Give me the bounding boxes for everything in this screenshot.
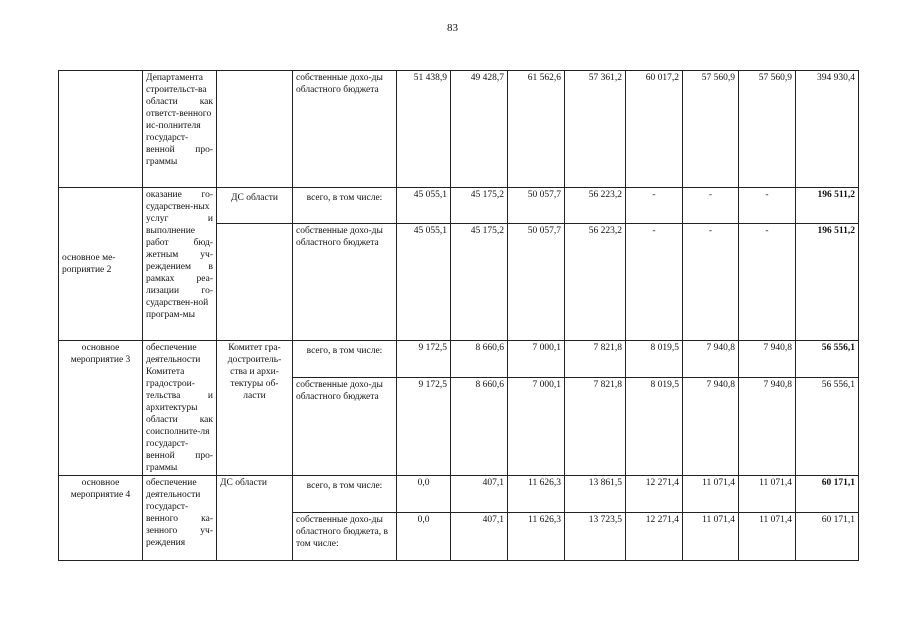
value-cell: 11 071,4: [739, 513, 796, 561]
value-cell: 11 071,4: [683, 476, 739, 513]
value-cell: -: [683, 188, 739, 224]
value-cell: 61 562,6: [508, 71, 565, 188]
value-cell: 12 271,4: [626, 476, 683, 513]
description-cell: обеспечение деятельности Комитета градострои-тельства и архитектуры области как соисполните-ля государст-венной про-граммы: [143, 341, 217, 476]
value-cell: 49 428,7: [451, 71, 508, 188]
value-cell: 57 560,9: [739, 71, 796, 188]
value-cell: 9 172,5: [397, 378, 451, 476]
total-cell: 394 930,4: [796, 71, 859, 188]
executor-cell: [217, 71, 293, 188]
total-cell: 56 556,1: [796, 341, 859, 378]
value-cell: 0,0: [397, 476, 451, 513]
funding-source-cell: собственные дохо-ды областного бюджета: [293, 378, 397, 476]
value-cell: 56 223,2: [565, 224, 626, 341]
funding-source-cell: всего, в том числе:: [293, 341, 397, 378]
funding-source-cell: всего, в том числе:: [293, 476, 397, 513]
description-cell: обеспечение деятельности государст-венного ка-зенного уч-реждения: [143, 476, 217, 561]
funding-source-cell: собственные дохо-ды областного бюджета: [293, 71, 397, 188]
value-cell: 45 055,1: [397, 224, 451, 341]
value-cell: 50 057,7: [508, 188, 565, 224]
funding-source-cell: всего, в том числе:: [293, 188, 397, 224]
description-cell: Департамента строительст-ва области как ответст-венного ис-полнителя государст-венной про-граммы: [143, 71, 217, 188]
funding-source-cell: собственные дохо-ды областного бюджета: [293, 224, 397, 341]
activity-cell: основное ме-роприятие 2: [59, 188, 143, 341]
value-cell: -: [626, 224, 683, 341]
total-cell: 60 171,1: [796, 476, 859, 513]
value-cell: 11 071,4: [739, 476, 796, 513]
value-cell: 45 175,2: [451, 224, 508, 341]
value-cell: 7 940,8: [739, 378, 796, 476]
table-row: [59, 476, 859, 513]
budget-table: [58, 70, 859, 561]
activity-cell: [59, 71, 143, 188]
value-cell: 9 172,5: [397, 341, 451, 378]
value-cell: 57 361,2: [565, 71, 626, 188]
value-cell: 60 017,2: [626, 71, 683, 188]
table-row: [59, 341, 859, 378]
value-cell: 7 821,8: [565, 378, 626, 476]
value-cell: -: [626, 188, 683, 224]
activity-cell: основное мероприятие 3: [59, 341, 143, 476]
total-cell: 196 511,2: [796, 224, 859, 341]
value-cell: 7 940,8: [739, 341, 796, 378]
value-cell: 8 019,5: [626, 341, 683, 378]
value-cell: 11 626,3: [508, 476, 565, 513]
value-cell: 56 223,2: [565, 188, 626, 224]
activity-cell: основное мероприятие 4: [59, 476, 143, 561]
value-cell: 51 438,9: [397, 71, 451, 188]
value-cell: 11 626,3: [508, 513, 565, 561]
table-row: [59, 71, 859, 188]
value-cell: 8 019,5: [626, 378, 683, 476]
value-cell: 11 071,4: [683, 513, 739, 561]
executor-cell: [217, 224, 293, 341]
value-cell: 8 660,6: [451, 378, 508, 476]
table-row: [59, 188, 859, 224]
funding-source-cell: собственные дохо-ды областного бюджета, в том числе:: [293, 513, 397, 561]
page-number: 83: [447, 22, 458, 34]
value-cell: 7 000,1: [508, 378, 565, 476]
value-cell: 45 175,2: [451, 188, 508, 224]
value-cell: 7 821,8: [565, 341, 626, 378]
value-cell: 407,1: [451, 476, 508, 513]
value-cell: 407,1: [451, 513, 508, 561]
description-cell: оказание го-сударствен-ных услуг и выполнение работ бюд-жетным уч-реждением в рамках реа-лизации го-сударствен-ной програм-мы: [143, 188, 217, 341]
executor-cell: Комитет гра-достроитель-ства и архи-тектуры об-ласти: [217, 341, 293, 476]
value-cell: 13 723,5: [565, 513, 626, 561]
total-cell: 60 171,1: [796, 513, 859, 561]
value-cell: -: [739, 224, 796, 341]
value-cell: 0,0: [397, 513, 451, 561]
total-cell: 196 511,2: [796, 188, 859, 224]
value-cell: 7 000,1: [508, 341, 565, 378]
value-cell: -: [683, 224, 739, 341]
executor-cell: ДС области: [217, 188, 293, 224]
value-cell: 7 940,8: [683, 341, 739, 378]
value-cell: 57 560,9: [683, 71, 739, 188]
value-cell: 7 940,8: [683, 378, 739, 476]
value-cell: 12 271,4: [626, 513, 683, 561]
value-cell: 45 055,1: [397, 188, 451, 224]
value-cell: 13 861,5: [565, 476, 626, 513]
executor-cell: ДС области: [217, 476, 293, 561]
total-cell: 56 556,1: [796, 378, 859, 476]
value-cell: 8 660,6: [451, 341, 508, 378]
value-cell: 50 057,7: [508, 224, 565, 341]
value-cell: -: [739, 188, 796, 224]
